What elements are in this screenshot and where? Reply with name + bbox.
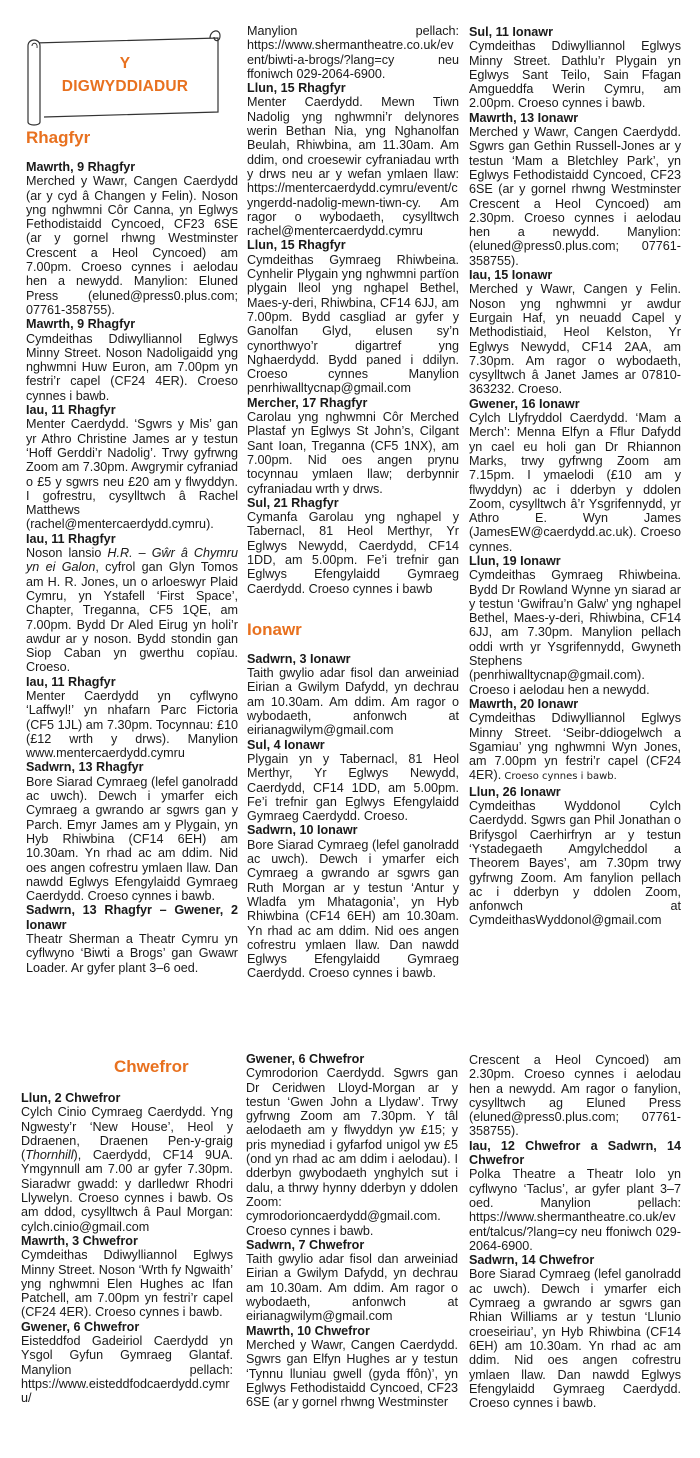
scroll-title-line2: DIGWYDDIADUR xyxy=(61,78,189,95)
event-date: Llun, 2 Chwefror xyxy=(21,1091,121,1105)
event-text: Merched y Wawr, Cangen Caerdydd. Sgwrs gan Gethin Russell-Jones ar y testun ‘Mam a Bletchley Park’, yn Eglwys Fethodistaidd Cyncoed, CF23 6SE (ar y gornel rhwng Westminster Crescent a Heol Cyncoed) am 2.30pm. Croeso cynnes i aelodau hen a newydd. Manylion: (eluned@press0.plus.com; 07761-358755). xyxy=(469,125,681,268)
event-text-continued: Crescent a Heol Cyncoed) am 2.30pm. Croeso cynnes i aelodau hen a newydd. Am ragor o fanylion, cysylltwch ag Eluned Press (eluned@press0.plus.com; 07761-358755). xyxy=(469,1053,681,1139)
event-text: Cymdeithas Ddiwylliannol Eglwys Minny Street. Noson Nadoligaidd yng nghwmni Huw Euron, am 7.00pm yn festri’r capel (CF24 4ER). Croeso cynnes i bawb. xyxy=(26,331,238,403)
event-date: Sadwrn, 7 Chwefror xyxy=(246,1237,365,1252)
column-1-top xyxy=(26,128,238,975)
event-text: Cylch Llyfryddol Caerdydd. ‘Mam a Merch’: Menna Elfyn a Fflur Dafydd yn cael eu holi gan Dr Rhiannon Marks, trwy gyfrwng Zoom am 7.15pm. I ymaelodi (£10 am y flwyddyn) ac i dderbyn y ddolen Zoom, cysylltwch â’r Ysgrifennydd, yr Athro E. Wyn James (JamesEW@caerdydd.ac.uk). Croeso cynnes. xyxy=(469,411,681,554)
event-text: Cymanfa Garolau yng nghapel y Tabernacl, 81 Heol Merthyr, Yr Eglwys Newydd, Caerdydd, CF14 1DD, am 5.00pm. Fe’i trefnir gan Eglwys Efengylaidd Gymraeg Caerdydd. Croeso cynnes i bawb xyxy=(247,510,459,596)
event-entry xyxy=(469,397,681,554)
event-text-part: ), Caerdydd, CF14 9UA. Ymgynnull am 7.00 ar gyfer 7.30pm. Siaradwr gwadd: y darlledwr Rhodri Llywelyn. Croeso cynnes i bawb. Os am ddod, cysylltwch â Paul Morgan: cylch.cinio@gmail.com xyxy=(21,1148,233,1234)
event-date: Iau, 12 Chwefror a Sadwrn, 14 Chwefror xyxy=(469,1138,681,1168)
event-entry xyxy=(26,760,238,903)
event-entry xyxy=(246,1238,458,1324)
book-title: H.R. – Gŵr â Chymru yn ei Galon xyxy=(26,546,238,575)
event-text-part: , cyfrol gan Glyn Tomos am H. R. Jones, un o arloeswyr Plaid Cymru, yn Ystafell ‘First Space’, Chapter, Treganna, CF5 1QE, am 7.00pm. Bydd Dr Aled Eirug yn holi’r awdur ar y noson. Bydd stondin gan Siop Caban yn gwerthu copïau. Croeso. xyxy=(26,560,238,675)
event-text: Theatr Sherman a Theatr Cymru yn cyflwyno ‘Biwti a Brogs’ gan Gwawr Loader. Ar gyfer plant 3–6 oed. xyxy=(26,932,238,975)
event-text: Cymdeithas Ddiwylliannol Eglwys Minny Street. Dathlu’r Plygain yn Eglwys Sant Teilo, Sain Ffagan Amgueddfa Werin Cymru, am 2.00pm. Croeso cynnes i bawb. xyxy=(469,39,681,111)
title-scroll-banner xyxy=(22,22,222,126)
event-text xyxy=(469,711,681,784)
event-entry xyxy=(247,738,459,824)
event-date: Iau, 15 Ionawr xyxy=(469,268,553,283)
event-entry xyxy=(469,111,681,268)
event-text xyxy=(26,546,238,675)
event-date: Sadwrn, 3 Ionawr xyxy=(247,651,351,666)
event-text: Bore Siarad Cymraeg (lefel ganolradd ac uwch). Dewch i ymarfer eich Cymraeg a gwrando ar sgwrs gan y Parch. Emyr James am y Plygain, yn Hyb Rhiwbina (CF14 6EH) am 10.30am. Yn rhad ac am ddim. Nid oes angen cofrestru ymlaen llaw. Dan nawdd Eglwys Efengylaidd Gymraeg Caerdydd. Croeso cynnes i bawb. xyxy=(26,774,238,904)
event-entry xyxy=(26,903,238,974)
event-text: Plygain yn y Tabernacl, 81 Heol Merthyr, Yr Eglwys Newydd, Caerdydd, CF14 1DD, am 5.00pm. Fe’i trefnir gan Eglwys Efengylaidd Gymraeg Caerdydd. Croeso. xyxy=(247,751,459,824)
column-2-bottom xyxy=(246,1052,458,1409)
event-text-part: Cylch Cinio Cymraeg Caerdydd. Yng Ngwesty’r ‘New House’, Heol y Ddraenen, Draenen Pen-y-graig ( xyxy=(21,1105,233,1163)
month-heading-ionawr: Ionawr xyxy=(247,619,302,639)
event-text: Cymdeithas Ddiwylliannol Eglwys Minny Street. Noson ‘Wrth fy Ngwaith’ yng nghwmni Elen Hughes ac Ifan Patchell, am 7.00pm yn festri’r capel (CF24 4ER). Croeso cynnes i bawb. xyxy=(21,1248,233,1320)
event-date: Iau, 11 Rhagfyr xyxy=(26,403,116,418)
month-heading-chwefror: Chwefror xyxy=(114,1057,189,1076)
event-text: Carolau yng nghwmni Côr Merched Plastaf yn Eglwys St John’s, Cilgant Sant Ioan, Treganna (CF5 1NX), am 7.00pm. Nid oes angen prynu tocynnau ymlaen llaw; derbynnir cyfraniadau wrth y drws. xyxy=(247,410,459,496)
event-date: Gwener, 6 Chwefror xyxy=(21,1319,140,1334)
event-entry xyxy=(26,675,238,761)
event-date: Mawrth, 9 Rhagfyr xyxy=(26,160,136,174)
event-entry xyxy=(26,160,238,317)
event-entry xyxy=(21,1091,233,1234)
event-entry xyxy=(469,785,681,928)
event-entry xyxy=(247,396,459,496)
event-date: Mawrth, 10 Chwefror xyxy=(246,1323,370,1338)
event-entry xyxy=(469,554,681,697)
event-entry xyxy=(26,317,238,403)
event-date: Iau, 11 Rhagfyr xyxy=(26,674,116,689)
event-text: Cymdeithas Gymraeg Rhiwbeina. Bydd Dr Rowland Wynne yn siarad ar y testun ‘Gwifrau’n Galw’ yng nghapel Bethel, Maes-y-deri, Rhiwbina, CF14 6JJ, am 7.30pm. Manylion pellach oddi wrth yr Ysgrifennydd, Gwyneth Stephens (penrhiwalltycnap@gmail.com). Croeso i aelodau hen a newydd. xyxy=(469,568,681,697)
event-entry xyxy=(469,1139,681,1253)
event-entry xyxy=(21,1234,233,1320)
scroll-title-line1: Y xyxy=(119,55,131,72)
column-3-bottom xyxy=(469,1053,681,1410)
event-text-part: Noson lansio xyxy=(26,546,108,561)
event-entry xyxy=(247,81,459,238)
event-date: Mawrth, 20 Ionawr xyxy=(469,696,579,711)
event-entry xyxy=(469,268,681,397)
event-entry xyxy=(26,403,238,532)
event-date: Sadwrn, 14 Chwefror xyxy=(469,1253,595,1268)
place-name-italic: Thornhill xyxy=(25,1148,74,1163)
event-date: Mawrth, 13 Ionawr xyxy=(469,110,579,125)
event-text xyxy=(21,1105,233,1234)
event-date: Sul, 11 Ionawr xyxy=(469,25,553,39)
event-date: Mawrth, 9 Rhagfyr xyxy=(26,317,136,332)
event-date: Sul, 4 Ionawr xyxy=(247,737,325,752)
event-text: Cymrodorion Caerdydd. Sgwrs gan Dr Ceridwen Lloyd-Morgan ar y testun ‘Gwen John a Llydaw’. Trwy gyfrwng Zoom am 7.30pm. Y tâl aelodaeth am y flwyddyn yw £15; y pris mynediad i gyfarfod unigol yw £5 (ond yn rhad ac am ddim i aelodau). I dderbyn gwybodaeth ynghylch sut i dalu, a thrwy hynny dderbyn y ddolen Zoom: cymrodorioncaerdydd@gmail.com. Croeso cynnes i bawb. xyxy=(246,1066,458,1238)
event-date: Sadwrn, 13 Rhagfyr xyxy=(26,760,144,775)
event-date: Sadwrn, 10 Ionawr xyxy=(247,823,358,838)
event-entry xyxy=(469,1253,681,1410)
event-date: Sul, 21 Rhagfyr xyxy=(247,495,339,510)
event-date: Gwener, 16 Ionawr xyxy=(469,396,580,411)
event-text-continued: Manylion pellach: https://www.shermantheatre.co.uk/event/biwti-a-brogs/?lang=cy neu ffoniwch 029-2064-6900. xyxy=(247,24,459,81)
event-text: Cymdeithas Gymraeg Rhiwbeina. Cynhelir Plygain yng nghwmni partïon plygain lleol yng nghapel Bethel, Maes-y-deri, Rhiwbina, CF14 6JJ, am 7.00pm. Bydd casgliad ar gyfer y Ganolfan Glyd, elusen sy’n cynorthwyo’r digartref yng Nghaerdydd. Bydd paned i ddilyn. Croeso cynnes Manylion penrhiwalltycnap@gmail.com xyxy=(247,252,459,396)
event-entry xyxy=(247,496,459,596)
event-date: Llun, 15 Rhagfyr xyxy=(247,238,346,253)
event-text: Menter Caerdydd. Mewn Tiwn Nadolig yng nghwmni’r delynores werin Bethan Nia, yng Nghanolfan Beulah, Rhiwbina, am 11.30am. Am ddim, ond croesewir cyfraniadau wrth y drws neu ar y wefan ymlaen llaw: https://mentercaerdydd.cymru/event/cyngerdd-nadolig-mewn-tiwn-cy. Am ragor o wybodaeth, cysylltwch rachel@mentercaerdydd.cymru xyxy=(247,95,459,239)
event-text: Bore Siarad Cymraeg (lefel ganolradd ac uwch). Dewch i ymarfer eich Cymraeg a gwrando ar sgwrs gan Rhian Williams ar y testun ‘Llunio croeseiriau’, yn Hyb Rhiwbina (CF14 6EH) am 10.30am. Yn rhad ac am ddim. Nid oes angen cofrestru ymlaen llaw. Dan nawdd Eglwys Efengylaidd Gymraeg Caerdydd. Croeso cynnes i bawb. xyxy=(469,1267,681,1411)
event-text-part: Cymdeithas Ddiwylliannol Eglwys Minny Street. ‘Seibr-ddiogelwch a Sgamiau’ yng nghwmni Wyn Jones, am 7.00pm yn festri’r capel (CF24 4ER). xyxy=(469,711,681,783)
event-entry xyxy=(26,532,238,675)
column-3-top xyxy=(469,25,681,928)
event-text: Bore Siarad Cymraeg (lefel ganolradd ac uwch). Dewch i ymarfer eich Cymraeg a gwrando ar sgwrs gan Ruth Morgan ar y testun ‘Antur y Wladfa ym Mhatagonia’, yn Hyb Rhiwbina (CF14 6EH) am 10.30am. Yn rhad ac am ddim. Nid oes angen cofrestru ymlaen llaw. Dan nawdd Eglwys Efengylaidd Gymraeg Caerdydd. Croeso cynnes i bawb. xyxy=(247,837,459,981)
event-entry xyxy=(247,238,459,395)
event-entry xyxy=(469,697,681,785)
event-text: Cymdeithas Wyddonol Cylch Caerdydd. Sgwrs gan Phil Jonathan o Brifysgol Caerhirfryn ar y testun ‘Ystadegaeth Amgylcheddol a Theorem Bayes’, am 7.30pm trwy gyfrwng Zoom. Am fanylion pellach ac i dderbyn y ddolen Zoom, anfonwch at CymdeithasWyddonol@gmail.com xyxy=(469,799,681,928)
event-text-small: Croeso cynnes i bawb. xyxy=(501,771,617,783)
event-date: Llun, 15 Rhagfyr xyxy=(247,81,346,96)
event-entry xyxy=(246,1324,458,1410)
column-2-top xyxy=(247,24,459,981)
event-text: Eisteddfod Gadeiriol Caerdydd yn Ysgol Gyfun Gymraeg Glantaf. Manylion pellach: https://www.eisteddfodcaerdydd.cymru/ xyxy=(21,1334,233,1406)
event-text: Merched y Wawr, Cangen y Felin. Noson yng nghwmni yr awdur Eurgain Haf, yn neuadd Capel y Methodistiaid, Heol Kelston, Yr Eglwys Newydd, CF14 2AA, am 7.30pm. Am ragor o wybodaeth, cysylltwch â Janet James ar 07810-363232. Croeso. xyxy=(469,282,681,397)
event-entry xyxy=(246,1052,458,1238)
column-1-bottom xyxy=(21,1057,233,1406)
event-date: Llun, 26 Ionawr xyxy=(469,784,561,799)
event-text: Taith gwylio adar fisol dan arweiniad Eirian a Gwilym Dafydd, yn dechrau am 10.30am. Am ddim. Am ragor o wybodaeth, anfonwch at eirianagwilym@gmail.com xyxy=(247,666,459,738)
event-text: Merched y Wawr, Cangen Caerdydd. Sgwrs gan Elfyn Hughes ar y testun ‘Tynnu lluniau gwell (gyda ffôn)’, yn Eglwys Fethodistaidd Cyncoed, CF23 6SE (ar y gornel rhwng Westminster xyxy=(246,1337,458,1410)
event-entry xyxy=(21,1320,233,1406)
event-date: Mercher, 17 Rhagfyr xyxy=(247,395,368,410)
event-text: Merched y Wawr, Cangen Caerdydd (ar y cyd â Changen y Felin). Noson yng nghwmni Côr Canna, yn Eglwys Fethodistaidd Cyncoed, CF23 6SE (ar y gornel rhwng Westminster Crescent a Heol Cyncoed) am 7.00pm. Croeso cynnes i aelodau hen a newydd. Manylion: Eluned Press (eluned@press0.plus.com; 07761-358755). xyxy=(26,174,238,317)
event-text: Menter Caerdydd. ‘Sgwrs y Mis’ gan yr Athro Christine James ar y testun ‘Hoff Gerddi’r Nadolig’. Trwy gyfrwng Zoom am 7.30pm. Awgrymir cyfraniad o £5 y sgwrs neu £20 am y flwyddyn. I gofrestru, cysylltwch â Rachel Matthews (rachel@mentercaerdydd.cymru). xyxy=(26,417,238,532)
event-entry xyxy=(247,652,459,738)
event-date: Gwener, 6 Chwefror xyxy=(246,1052,365,1066)
event-date: Iau, 11 Rhagfyr xyxy=(26,531,116,546)
event-text: Taith gwylio adar fisol dan arweiniad Eirian a Gwilym Dafydd, yn dechrau am 10.30am. Am ddim. Am ragor o wybodaeth, anfonwch at eirianagwilym@gmail.com xyxy=(246,1252,458,1324)
event-text: Polka Theatre a Theatr Iolo yn cyflwyno ‘Taclus’, ar gyfer plant 3–7 oed. Manylion pellach: https://www.shermantheatre.co.uk/event/talcus/?lang=cy neu ffoniwch 029-2064-6900. xyxy=(469,1167,681,1253)
event-date: Llun, 19 Ionawr xyxy=(469,553,561,568)
event-entry xyxy=(247,823,459,980)
event-text: Menter Caerdydd yn cyflwyno ‘Laffwyl!’ yn nhafarn Parc Fictoria (CF5 1JL) am 7.30pm. Tocynnau: £10 (£12 wrth y drws). Manylion www.mentercaerdydd.cymru xyxy=(26,688,238,761)
event-date: Sadwrn, 13 Rhagfyr – Gwener, 2 Ionawr xyxy=(26,903,238,932)
month-heading-rhagfyr: Rhagfyr xyxy=(26,128,91,147)
event-entry xyxy=(469,25,681,111)
event-date: Mawrth, 3 Chwefror xyxy=(21,1233,138,1248)
